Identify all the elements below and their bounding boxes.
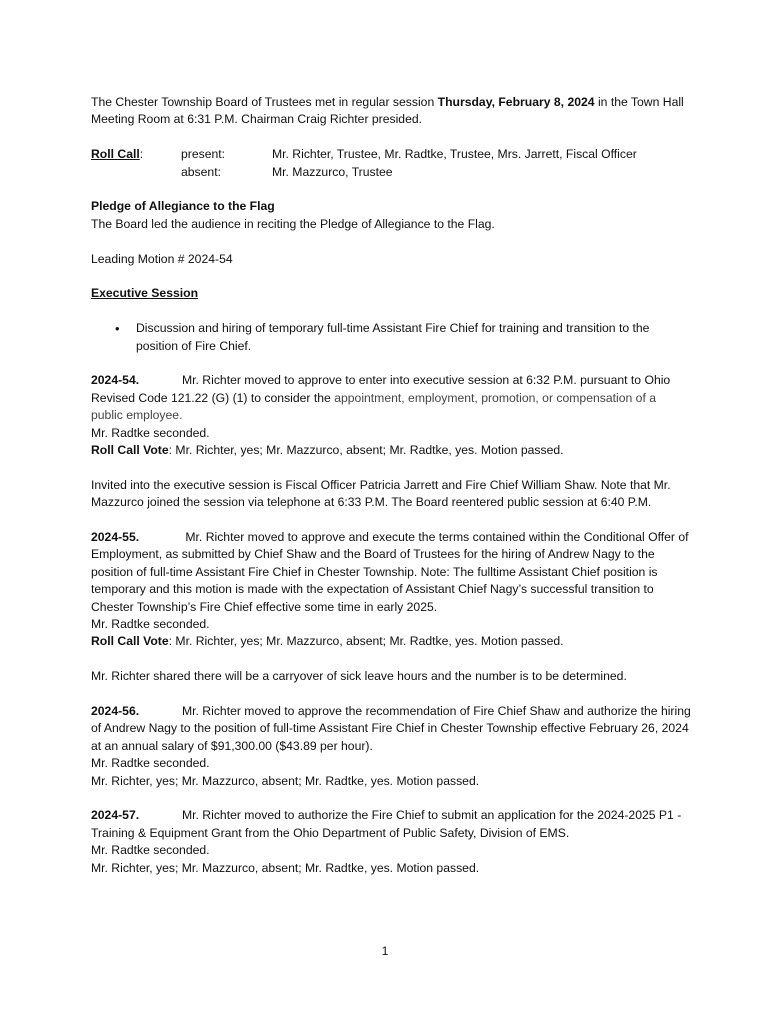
invited-paragraph: Invited into the executive session is Fiscal Officer Patricia Jarrett and Fire Chief William Shaw. Note that Mr. Mazzurco joined the session via telephone at 6:33 P.M. The Board reentered public session at 6:40 P.M. bbox=[91, 477, 671, 510]
executive-session-heading: Executive Session bbox=[91, 286, 199, 301]
motion-2024-55: 2024-55. Mr. Richter moved to approve and execute the terms contained within the Conditional Offer of Employment, as submitted by Chief Shaw and the Board of Trustees for the hiring of Andrew Nagy to the position of full-time Assistant Fire Chief in Chester Township. Note: The fulltime Assistant Chief position is temporary and this motion is made with the expectation of Assistant Chief Nagy’s successful transition to Chester Township’s Fire Chief effective some time in early 2025. Mr. Radtke seconded. Roll Call Vote: Mr. Richter, yes; Mr. Mazzurco, absent; Mr. Radtke, yes. Motion passed. bbox=[91, 529, 691, 651]
intro-paragraph: The Chester Township Board of Trustees met in regular session Thursday, February 8, 2024 in the Town Hall Meeting Room at 6:31 P.M. Chairman Craig Richter presided. bbox=[91, 95, 684, 127]
roll-call-vote: Roll Call Vote: Mr. Richter, yes; Mr. Mazzurco, absent; Mr. Radtke, yes. Motion passed. bbox=[91, 443, 564, 458]
motion-number: 2024-56. bbox=[91, 704, 140, 719]
roll-call-vote: Roll Call Vote: Mr. Richter, yes; Mr. Mazzurco, absent; Mr. Radtke, yes. Motion passed. bbox=[91, 634, 564, 649]
pledge-section bbox=[91, 198, 691, 233]
executive-session-bullet: • Discussion and hiring of temporary full-time Assistant Fire Chief for training and transition to the position of Fire Chief. bbox=[91, 320, 691, 355]
absent-label: absent: bbox=[181, 164, 221, 179]
motion-number: 2024-54. bbox=[91, 373, 140, 388]
meeting-date: Thursday, February 8, 2024 bbox=[437, 95, 595, 109]
pledge-text: The Board led the audience in reciting the Pledge of Allegiance to the Flag. bbox=[91, 216, 495, 231]
absent-names: Mr. Mazzurco, Trustee bbox=[272, 164, 393, 179]
roll-call bbox=[91, 146, 691, 181]
roll-call-label: Roll Call: bbox=[91, 147, 144, 162]
leading-motion: Leading Motion # 2024-54 bbox=[91, 251, 233, 266]
motion-vote: Mr. Richter, yes; Mr. Mazzurco, absent; Mr. Radtke, yes. Motion passed. bbox=[91, 860, 480, 875]
motion-seconded: Mr. Radtke seconded. bbox=[91, 425, 210, 440]
motion-number: 2024-55. bbox=[91, 530, 140, 545]
present-names: Mr. Richter, Trustee, Mr. Radtke, Trustee, Mrs. Jarrett, Fiscal Officer bbox=[272, 147, 637, 162]
document-body bbox=[91, 94, 691, 895]
pledge-heading: Pledge of Allegiance to the Flag bbox=[91, 199, 275, 214]
page-number: 1 bbox=[381, 944, 389, 958]
motion-seconded: Mr. Radtke seconded. bbox=[91, 756, 210, 771]
present-label: present: bbox=[181, 147, 226, 162]
carryover-paragraph: Mr. Richter shared there will be a carryover of sick leave hours and the number is to be determined. bbox=[91, 669, 627, 684]
motion-2024-57: 2024-57. Mr. Richter moved to authorize the Fire Chief to submit an application for the 2024-2025 P1 - Training & Equipment Grant from the Ohio Department of Public Safety, Division of EMS. Mr. Radtke seconded. Mr. Richter, yes; Mr. Mazzurco, absent; Mr. Radtke, yes. Motion passed. bbox=[91, 807, 691, 877]
motion-number: 2024-57. bbox=[91, 808, 140, 823]
motion-vote: Mr. Richter, yes; Mr. Mazzurco, absent; Mr. Radtke, yes. Motion passed. bbox=[91, 773, 480, 788]
bullet-icon: • bbox=[115, 321, 120, 337]
motion-2024-56: 2024-56. Mr. Richter moved to approve the recommendation of Fire Chief Shaw and authorize the hiring of Andrew Nagy to the position of full-time Assistant Fire Chief in Chester Township effective February 26, 2024 at an annual salary of $91,300.00 ($43.89 per hour). Mr. Radtke seconded. Mr. Richter, yes; Mr. Mazzurco, absent; Mr. Radtke, yes. Motion passed. bbox=[91, 703, 691, 790]
motion-seconded: Mr. Radtke seconded. bbox=[91, 617, 210, 632]
motion-2024-54: 2024-54. Mr. Richter moved to approve to enter into executive session at 6:32 P.M. pursuant to Ohio Revised Code 121.22 (G) (1) to consider the appointment, employment, promotion, or compensation of a public employee. Mr. Radtke seconded. Roll Call Vote: Mr. Richter, yes; Mr. Mazzurco, absent; Mr. Radtke, yes. Motion passed. bbox=[91, 372, 691, 459]
motion-seconded: Mr. Radtke seconded. bbox=[91, 843, 210, 858]
